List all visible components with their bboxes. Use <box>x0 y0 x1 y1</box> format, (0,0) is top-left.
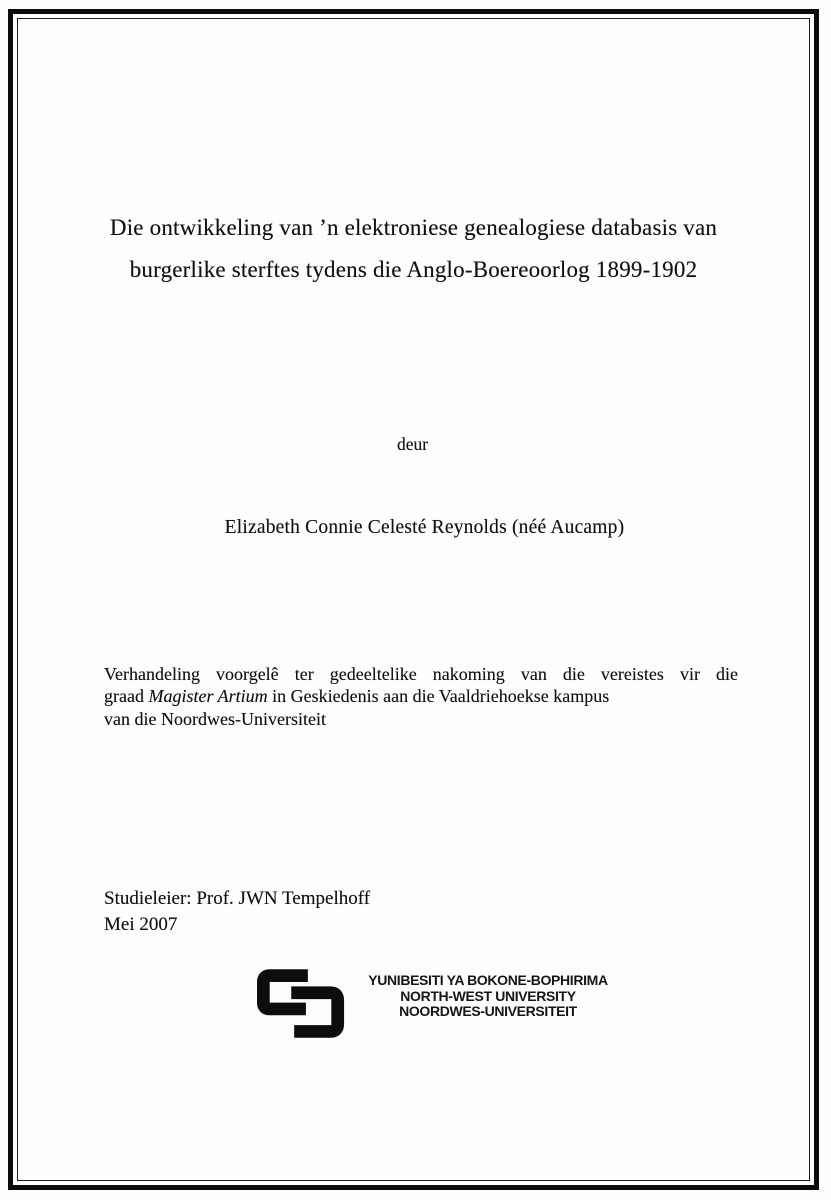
thesis-title <box>60 207 767 291</box>
statement-line-3: van die Noordwes-Universiteit <box>104 708 326 729</box>
logo-line-setswana: YUNIBESITI YA BOKONE-BOPHIRIMA <box>368 972 608 988</box>
supervisor-line: Studieleier: Prof. JWN Tempelhoff <box>104 888 371 909</box>
thesis-title-line-1: Die ontwikkeling van ’n elektroniese genealogiese databasis van <box>109 215 718 240</box>
thesis-statement <box>104 663 738 730</box>
nwu-interlocked-links-icon <box>257 969 347 1042</box>
statement-line-2 <box>104 685 738 707</box>
university-logo <box>257 966 619 1042</box>
degree-name: Magister Artium <box>148 686 268 707</box>
byline: deur <box>396 434 429 454</box>
supervisor-block <box>104 886 370 937</box>
statement-line-2-pre: graad <box>104 686 149 707</box>
date-line: Mei 2007 <box>104 913 178 935</box>
university-logo-text <box>357 973 619 1020</box>
logo-line-afrikaans: NOORDWES-UNIVERSITEIT <box>399 1003 577 1020</box>
statement-line-1: Verhandeling voorgelê ter gedeeltelike nakoming van die vereistes vir die <box>104 664 738 684</box>
author-name: Elizabeth Connie Celesté Reynolds (néé Aucamp) <box>224 517 625 538</box>
statement-line-2-post: in Geskiedenis aan die Vaaldriehoekse kampus <box>267 686 610 707</box>
thesis-title-line-2: burgerlike sterftes tydens die Anglo-Boereoorlog 1899-1902 <box>129 257 698 282</box>
logo-line-english: NORTH-WEST UNIVERSITY <box>400 987 576 1004</box>
